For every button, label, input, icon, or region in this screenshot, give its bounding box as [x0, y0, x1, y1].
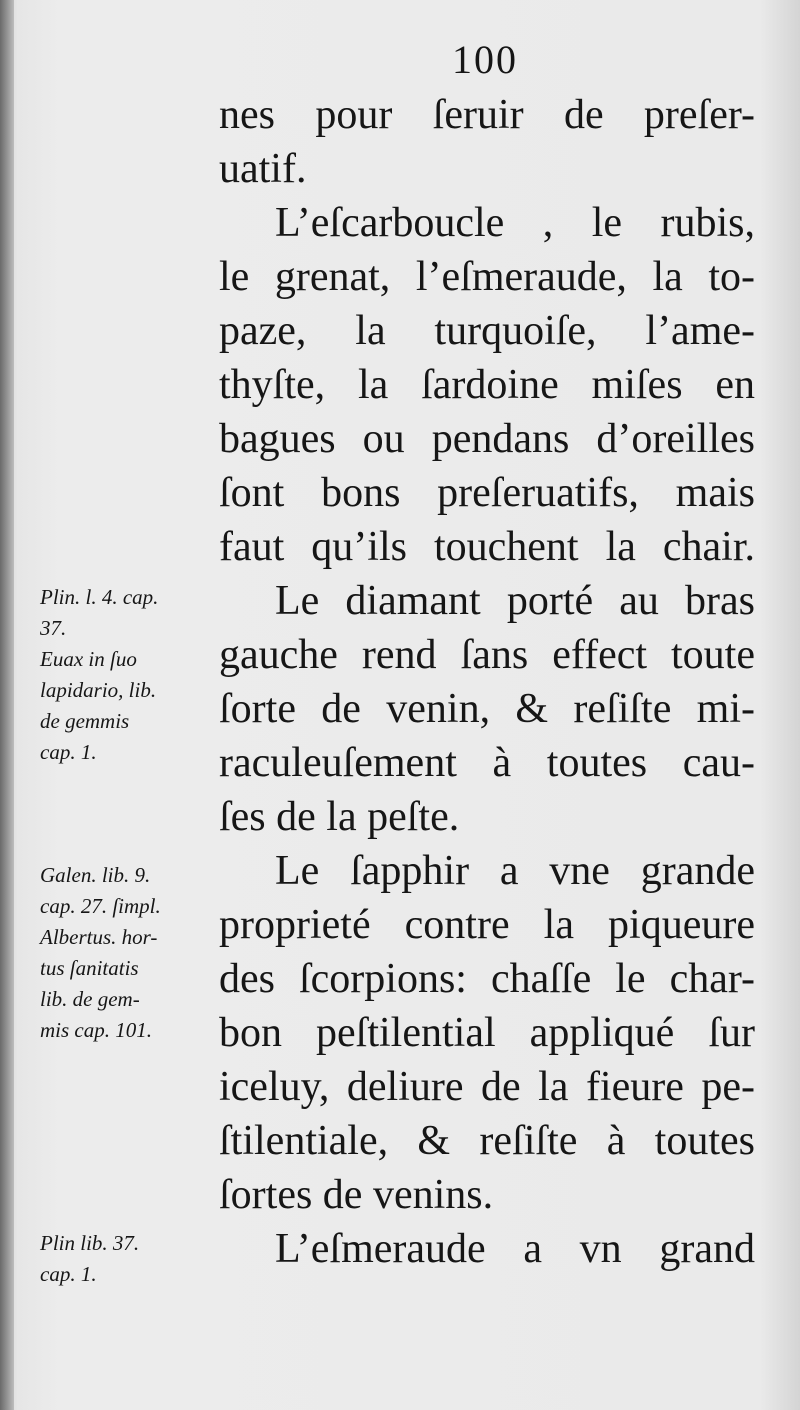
- body-line: proprieté contre la piqueure: [219, 902, 755, 948]
- margin-note-line: lapidario, lib.: [40, 678, 157, 702]
- body-line: ſtilentiale, & reſiſte à toutes: [219, 1118, 755, 1164]
- margin-note-line: lib. de gem-: [40, 987, 140, 1011]
- margin-note-line: 37.: [40, 616, 67, 640]
- body-line: iceluy, deliure de la fieure pe-: [219, 1064, 755, 1110]
- body-text: [219, 88, 755, 1276]
- margin-note-line: Plin lib. 37.: [40, 1231, 140, 1255]
- body-line: uatif.: [219, 146, 307, 192]
- body-line: L’eſmeraude a vn grand: [275, 1226, 755, 1272]
- body-line: faut qu’ils touchent la chair.: [219, 524, 755, 570]
- body-line: gauche rend ſans effect toute: [219, 632, 755, 678]
- body-line: Le ſapphir a vne grande: [275, 848, 755, 894]
- body-line: raculeuſement à toutes cau-: [219, 740, 755, 786]
- body-line: ſortes de venins.: [219, 1172, 494, 1218]
- margin-note-line: de gemmis: [40, 709, 130, 733]
- margin-note-line: mis cap. 101.: [40, 1018, 152, 1042]
- margin-note-plinius-diamant: [40, 582, 220, 768]
- margin-note-line: Plin. l. 4. cap.: [40, 585, 159, 609]
- body-line: paze, la turquoiſe, l’ame-: [219, 308, 755, 354]
- body-line: bon peſtilential appliqué ſur: [219, 1010, 755, 1056]
- margin-note-line: Albertus. hor-: [40, 925, 158, 949]
- margin-note-plinius-esmeraude: [40, 1228, 220, 1290]
- body-line: des ſcorpions: chaſſe le char-: [219, 956, 755, 1002]
- margin-note-line: cap. 1.: [40, 1262, 97, 1286]
- body-line: thyſte, la ſardoine miſes en: [219, 362, 755, 408]
- body-line: L’eſcarboucle , le rubis,: [275, 200, 755, 246]
- margin-note-line: Galen. lib. 9.: [40, 863, 151, 887]
- body-line: nes pour ſeruir de preſer-: [219, 92, 755, 138]
- body-line: bagues ou pendans d’oreilles: [219, 416, 755, 462]
- margin-note-line: cap. 27. ſimpl.: [40, 894, 161, 918]
- page-number: 100: [452, 37, 518, 82]
- page-gutter-shadow: [0, 0, 14, 1410]
- margin-note-galen-sapphir: [40, 860, 220, 1046]
- margin-note-line: cap. 1.: [40, 740, 97, 764]
- body-line: ſont bons preſeruatifs, mais: [219, 470, 755, 516]
- margin-note-line: tus ſanitatis: [40, 956, 139, 980]
- body-line: ſorte de venin, & reſiſte mi-: [219, 686, 755, 732]
- margin-note-line: Euax in ſuo: [40, 647, 137, 671]
- body-line: ſes de la peſte.: [219, 794, 460, 840]
- body-line: le grenat, l’eſmeraude, la to-: [219, 254, 755, 300]
- body-line: Le diamant porté au bras: [275, 578, 755, 624]
